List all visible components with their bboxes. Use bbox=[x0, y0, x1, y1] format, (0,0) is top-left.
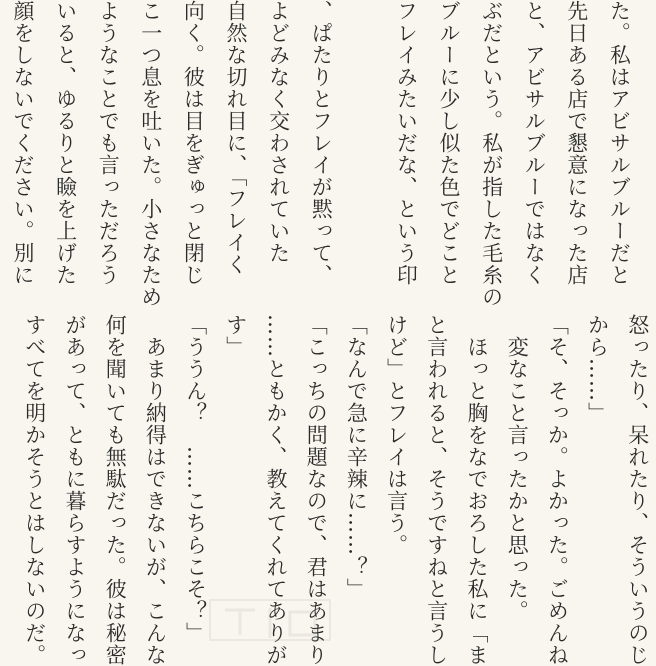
lower-text-column-7: けど」とフレイは言う。 bbox=[384, 314, 409, 556]
lower-text-block bbox=[0, 314, 650, 666]
upper-text-block bbox=[0, 0, 640, 308]
upper-text-column-3: と、アビサルブルーではなく bbox=[522, 0, 547, 286]
upper-text-column-1: た。私はアビサルブルーだと bbox=[607, 0, 632, 286]
upper-text-column-2: 先日ある店で懇意になった店 bbox=[564, 0, 589, 286]
upper-text-column-14: いると、ゆるりと瞼を上げた bbox=[53, 0, 78, 286]
lower-text-column-6: と言われると、そうですねと言うし bbox=[424, 314, 449, 666]
lower-text-column-15: があって、ともに暮らすようになっ bbox=[63, 314, 87, 666]
lower-text-column-3: 「そ、そっか。よかった。ごめんね bbox=[545, 314, 570, 666]
upper-text-column-13: ようなことでも言っただろう bbox=[96, 0, 121, 286]
upper-text-column-4: ぶだという。私が指した毛糸の bbox=[479, 0, 504, 308]
upper-text-column-10: 自然な切れ目に、「フレイく bbox=[224, 0, 248, 276]
upper-text-column-12: こ一つ息を吐いた。小さなため bbox=[138, 0, 163, 308]
upper-text-column-9: よどみなく交わされていた bbox=[266, 0, 291, 264]
lower-text-column-13: あまり納得はできないが、こんな bbox=[143, 314, 168, 666]
lower-text-column-8: 「なんで急に辛辣に……？」 bbox=[344, 314, 369, 600]
lower-text-column-4: 変なこと言ったかと思った。 bbox=[505, 314, 530, 622]
lower-text-column-12: 「ううん？ ……こちらこそ？」 bbox=[183, 314, 208, 644]
lower-text-column-16: すべてを明かそうとはしないのだ。 bbox=[22, 314, 47, 666]
lower-text-column-2: から……」 bbox=[585, 314, 610, 424]
upper-text-column-6: フレイみたいだな、という印 bbox=[394, 0, 419, 286]
upper-text-column-15: 顔をしないでください。別に bbox=[11, 0, 35, 286]
lower-text-column-10: ……ともかく、教えてくれてありが bbox=[264, 314, 288, 666]
upper-text-column-11: 向く。彼は目をぎゅっと閉じ bbox=[181, 0, 206, 286]
upper-text-column-8: 、ぱたりとフレイが黙って、 bbox=[309, 0, 334, 286]
lower-text-column-5: ほっと胸をなでおろした私に「ま bbox=[465, 314, 489, 666]
lower-text-column-1: 怒ったり、呆れたり、そういうのじ bbox=[625, 314, 650, 666]
upper-text-column-5: ブルーに少し似た色でどこと bbox=[437, 0, 461, 286]
lower-text-column-9: 「こっちの問題なので、君はあまり bbox=[304, 314, 329, 666]
lower-text-column-11: す」 bbox=[223, 314, 248, 358]
lower-text-column-14: 何を聞いても無駄だった。彼は秘密 bbox=[103, 314, 128, 666]
